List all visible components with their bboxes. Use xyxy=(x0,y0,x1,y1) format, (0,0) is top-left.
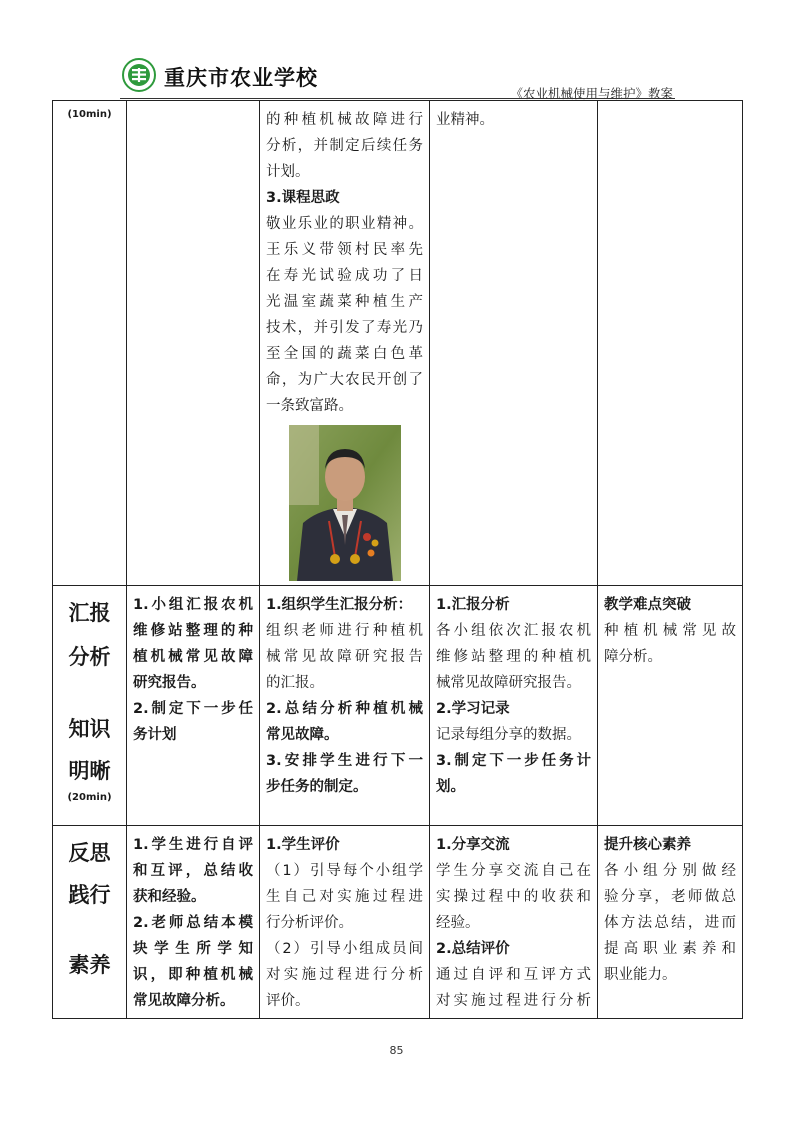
intent-cell: 提升核心素养 各小组分别做经 验分享，老师做总 体方法总结，进而 提高职业素养和 职业能力。 xyxy=(598,826,743,1019)
student-activity-cell: 1.汇报分析 各小组依次汇报农机 维修站整理的种植机 械常见故障研究报告。 2.学习记录 记录每组分享的数据。 3.制定下一步任务计 划。 xyxy=(430,586,598,826)
student-activity-cell: 1.分享交流 学生分享交流自己在 实操过程中的收获和 经验。 2.总结评价 通过自评和互评方式 对实施过程进行分析 xyxy=(430,826,598,1019)
page-number: 85 xyxy=(389,1044,404,1057)
header-rule xyxy=(120,98,675,99)
stage-cell: 汇报 分析 知识 明晰 (20min) xyxy=(53,586,127,826)
student-activity-cell: 业精神。 xyxy=(430,101,598,586)
table-row xyxy=(53,826,743,1019)
stage-title: 反思 xyxy=(68,841,111,865)
teacher-activity-cell: 1.学生评价 （1）引导每个小组学 生自己对实施过程进 行分析评价。 （2）引导小组成员间 对实施过程进行分析 评价。 xyxy=(260,826,430,1019)
portrait-photo xyxy=(289,425,401,581)
teacher-activity-cell: 的种植机械故障进行 分析，并制定后续任务 计划。 3.课程思政 敬业乐业的职业精神。 王乐义带领村民率先 在寿光试验成功了日 光温室蔬菜种植生产 技术，并引发了寿光乃 至全国的蔬菜白色革 命，为广大农民开创了 一条致富路。 xyxy=(260,101,430,586)
school-logo-icon xyxy=(122,58,156,92)
stage-cell xyxy=(53,101,127,586)
content-cell: 1.小组汇报农机 维修站整理的种 植机械常见故障 研究报告。 2.制定下一步任 务计划 xyxy=(127,586,260,826)
content-cell xyxy=(127,101,260,586)
intent-cell: 教学难点突破 种植机械常见故 障分析。 xyxy=(598,586,743,826)
section-heading: 3.课程思政 xyxy=(266,190,340,206)
table-row xyxy=(53,586,743,826)
stage-title: 汇报 xyxy=(68,601,111,625)
stage-time: (10min) xyxy=(67,109,112,120)
teacher-activity-cell: 1.组织学生汇报分析： 组织老师进行种植机 械常见故障研究报告 的汇报。 2.总结分析种植机械 常见故障。 3.安排学生进行下一 步任务的制定。 xyxy=(260,586,430,826)
content-cell: 1.学生进行自评 和互评，总结收 获和经验。 2.老师总结本模 块学生所学知 识，即种植机械 常见故障分析。 xyxy=(127,826,260,1019)
page-header xyxy=(120,58,675,101)
stage-cell: 反思 践行 素养 xyxy=(53,826,127,1019)
lesson-plan-table xyxy=(52,100,743,1019)
table-row xyxy=(53,101,743,586)
intent-cell xyxy=(598,101,743,586)
stage-time: (20min) xyxy=(67,792,112,803)
course-title: 《农业机械使用与维护》教案 xyxy=(510,86,673,101)
school-name: 重庆市农业学校 xyxy=(164,66,318,90)
